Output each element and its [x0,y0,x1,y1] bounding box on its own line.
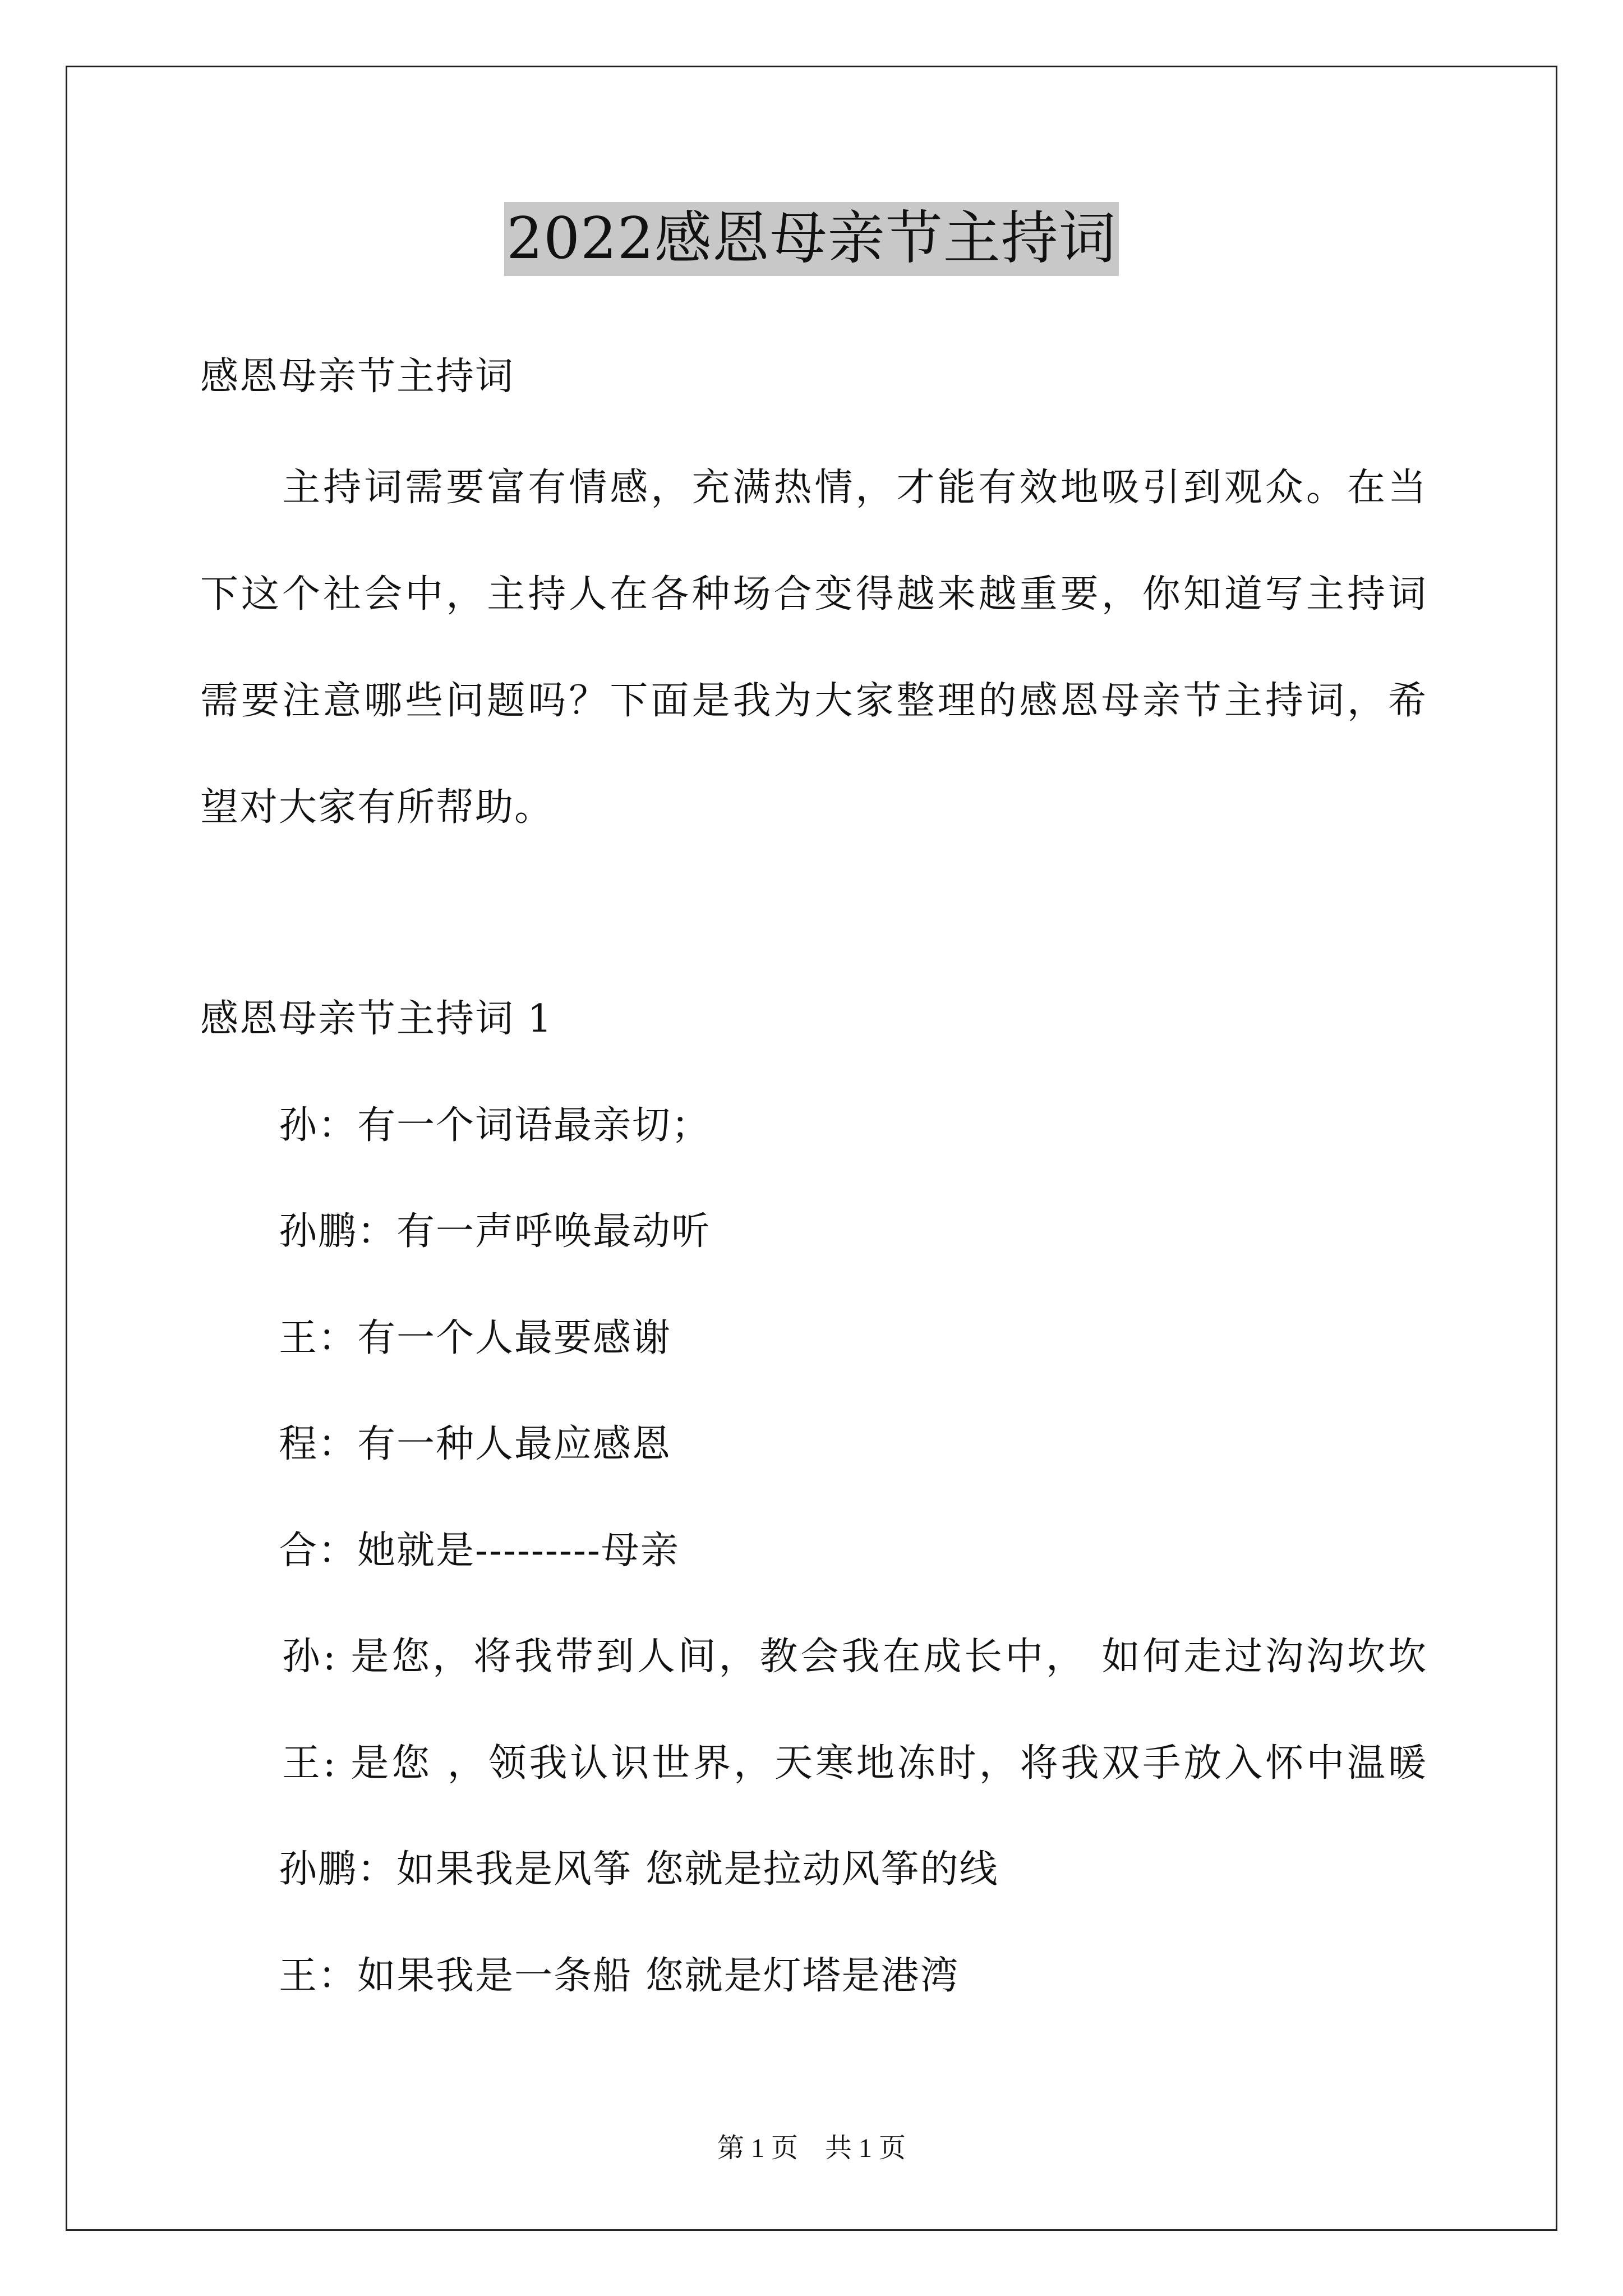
dialogue-line-3: 王：有一个人最要感谢 [200,1316,672,1360]
dialogue-line-2: 孙鹏：有一声呼唤最动听 [200,1209,711,1254]
intro-line-1: 主持词需要富有情感，充满热情，才能有效地吸引到观众。在当 [200,466,1426,510]
dialogue-line-4: 程：有一种人最应感恩 [200,1422,672,1466]
title-container [0,202,1623,276]
dialogue-line-1: 孙：有一个词语最亲切； [200,1103,711,1148]
intro-line-3: 需要注意哪些问题吗？下面是我为大家整理的感恩母亲节主持词，希 [200,679,1426,723]
dialogue-line-9: 王：如果我是一条船 您就是灯塔是港湾 [200,1954,960,1998]
page-number-footer: 第 1 页 共 1 页 [717,2133,906,2163]
section-heading: 感恩母亲节主持词 1 [200,997,553,1041]
document-title: 2022感恩母亲节主持词 [504,202,1119,276]
intro-line-2: 下这个社会中，主持人在各种场合变得越来越重要，你知道写主持词 [200,572,1426,616]
document-subtitle: 感恩母亲节主持词 [200,355,515,399]
dialogue-line-5: 合：她就是---------母亲 [200,1529,680,1573]
dialogue-line-8: 孙鹏：如果我是风筝 您就是拉动风筝的线 [200,1847,999,1892]
dialogue-line-6: 孙: 是您，将我带到人间，教会我在成长中， 如何走过沟沟坎坎 [200,1635,1426,1679]
intro-line-4: 望对大家有所帮助。 [200,785,554,830]
dialogue-line-7: 王: 是您 ，领我认识世界，天寒地冻时，将我双手放入怀中温暖 [200,1741,1426,1786]
